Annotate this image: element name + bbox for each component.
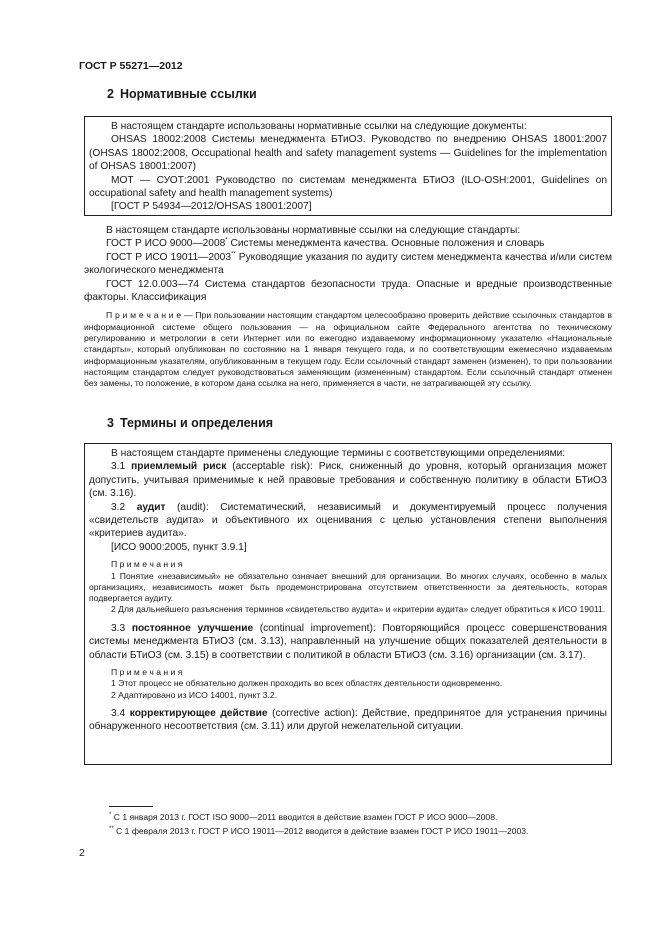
footnote-text: С 1 января 2013 г. ГОСТ ISO 9000—2011 вводится в действие взамен ГОСТ Р ИСО 9000—2008. (111, 812, 498, 822)
terms-box (84, 443, 612, 765)
footnote-mark: ** (231, 251, 236, 258)
term-3-3 (89, 622, 607, 662)
footnote-text: С 1 февраля 2013 г. ГОСТ Р ИСО 19011—2012 вводится в действие взамен ГОСТ Р ИСО 19011—2003. (113, 826, 529, 836)
term-3-2-notes-label: П р и м е ч а н и я (111, 559, 183, 570)
term-name: корректирующее действие (129, 707, 268, 719)
section-2-heading (107, 87, 257, 101)
footnote-divider (109, 806, 153, 807)
term-3-4 (89, 707, 607, 734)
reference-item (84, 251, 612, 278)
term-name: приемлемый риск (131, 461, 227, 473)
note-label: П р и м е ч а н и е (106, 310, 182, 321)
box-gost-ref: [ГОСТ Р 54934—2012/OHSAS 18001:2007] (111, 201, 312, 213)
term-definition: (audit): Систематический, независимый и документируемый процесс получения «свидетельств аудита» и объективного их оценивания с целью установления степени выполнения «критериев аудита». (89, 501, 607, 540)
references-intro: В настоящем стандарте использованы нормативные ссылки на следующие стандарты: (106, 225, 521, 236)
page-number: 2 (79, 847, 85, 859)
term-3-2-note-2: 2 Для дальнейшего разъяснения терминов «свидетельство аудита» и «критерии аудита» следует обратиться к ИСО 19011. (111, 604, 606, 615)
box-ohsas-ref: OHSAS 18002:2008 Системы менеджмента БТиОЗ. Руководство по внедрению OHSAS 18001:2007 (OHSAS 18002:2008, Occupational health and safety management systems — Guidelines for the implementation of OHSAS 18001:2007) (89, 134, 607, 173)
footnote-mark: * (225, 238, 228, 245)
footnote-mark: * (109, 812, 112, 819)
box-intro: В настоящем стандарте использованы нормативные ссылки на следующие документы: (111, 121, 527, 132)
term-definition: (continual improvement): Повторяющийся процесс совершенствования системы менеджмента БТиОЗ (см. 3.13), направленный на улучшение общих показателей деятельности в области БТиОЗ (см. 3.15) в соответствии с политикой в области БТиОЗ (см. 3.16) организации (см. 3.17). (89, 622, 607, 661)
term-number: 3.3 (111, 622, 132, 634)
section-2-title: Нормативные ссылки (119, 87, 257, 101)
reference-item: ГОСТ 12.0.003—74 Система стандартов безопасности труда. Опасные и вредные производственные факторы. Классификация (84, 278, 612, 304)
term-name: аудит (136, 501, 166, 513)
term-3-3-note-1: 1 Этот процесс не обязательно должен проходить во всех областях деятельности одновременно. (111, 678, 503, 689)
references-note (84, 310, 612, 389)
term-number: 3.4 (111, 707, 130, 719)
reference-item (84, 237, 612, 250)
term-number: 3.2 (111, 501, 137, 513)
footnote-mark: ** (109, 826, 114, 833)
document-header: ГОСТ Р 55271—2012 (79, 60, 183, 72)
reference-code: ГОСТ Р ИСО 19011—2003 (106, 251, 231, 263)
terms-intro: В настоящем стандарте применены следующие термины с соответствующими определениями: (111, 448, 566, 459)
box-mot-ref: МОТ — СУОТ:2001 Руководство по системам менеджмента БТиОЗ (ILO-OSH:2001, Guidelines on occupational safety and health management systems) (89, 174, 607, 200)
term-3-2-source: [ИСО 9000:2005, пункт 3.9.1] (111, 541, 247, 553)
term-3-3-notes-label: П р и м е ч а н и я (111, 666, 183, 677)
term-name: постоянное улучшение (131, 622, 254, 634)
reference-code: ГОСТ Р ИСО 9000—2008 (106, 238, 226, 250)
note-text: — При пользовании настоящим стандартом целесообразно проверить действие ссылочных стандартов в информационной системе общего пользования — на официальном сайте Федерального агентства по техническому регулированию и метрологии в сети Интернет или по ежегодно издаваемому информационному указателю «Национальные стандарты», который опубликован по состоянию на 1 января текущего года, и по соответствующим ежемесячно издаваемым информационным указателям, опубликованным в текущем году. Если ссылочный стандарт заменен (изменен), то при пользовании настоящим стандартом следует руководствоваться заменяющим (измененным) стандартом. Если ссылочный стандарт отменен без замены, то положение, в котором дана ссылка на него, применяется в части, не затрагивающей эту ссылку. (84, 310, 612, 389)
term-3-3-note-2: 2 Адаптировано из ИСО 14001, пункт 3.2. (111, 689, 278, 700)
normative-references-list (84, 224, 612, 390)
term-definition: (corrective action): Действие, предпринятое для устранения причины обнаруженного несоответствия (см. 3.11) или другой нежелательной ситуации. (89, 707, 607, 733)
term-number: 3.1 (111, 461, 132, 473)
term-3-2-note-1: 1 Понятие «независимый» не обязательно означает внешний для организации. Во многих случаях, особенно в малых организациях, независимость может быть продемонстрирована отсутствием ответственности за деятельность, которая подвергается аудиту. (89, 570, 607, 604)
section-3-heading (107, 416, 273, 430)
section-3-title: Термины и определения (119, 416, 274, 430)
reference-title: Системы менеджмента качества. Основные положения и словарь (227, 238, 545, 250)
section-3-number: 3 (107, 416, 114, 430)
term-3-1 (89, 460, 607, 500)
section-2-number: 2 (107, 87, 114, 101)
term-3-2 (89, 501, 607, 541)
reference-title: Руководящие указания по аудиту систем менеджмента качества и/или систем экологического менеджмента (84, 251, 612, 277)
footnote-1 (109, 812, 497, 822)
references-box (84, 116, 612, 216)
term-definition: (acceptable risk): Риск, сниженный до уровня, который организация может допустить, учитывая применимые к ней правовые требования и собственную политику в области БТиОЗ (см. 3.16). (89, 461, 607, 500)
footnote-2 (109, 826, 528, 836)
